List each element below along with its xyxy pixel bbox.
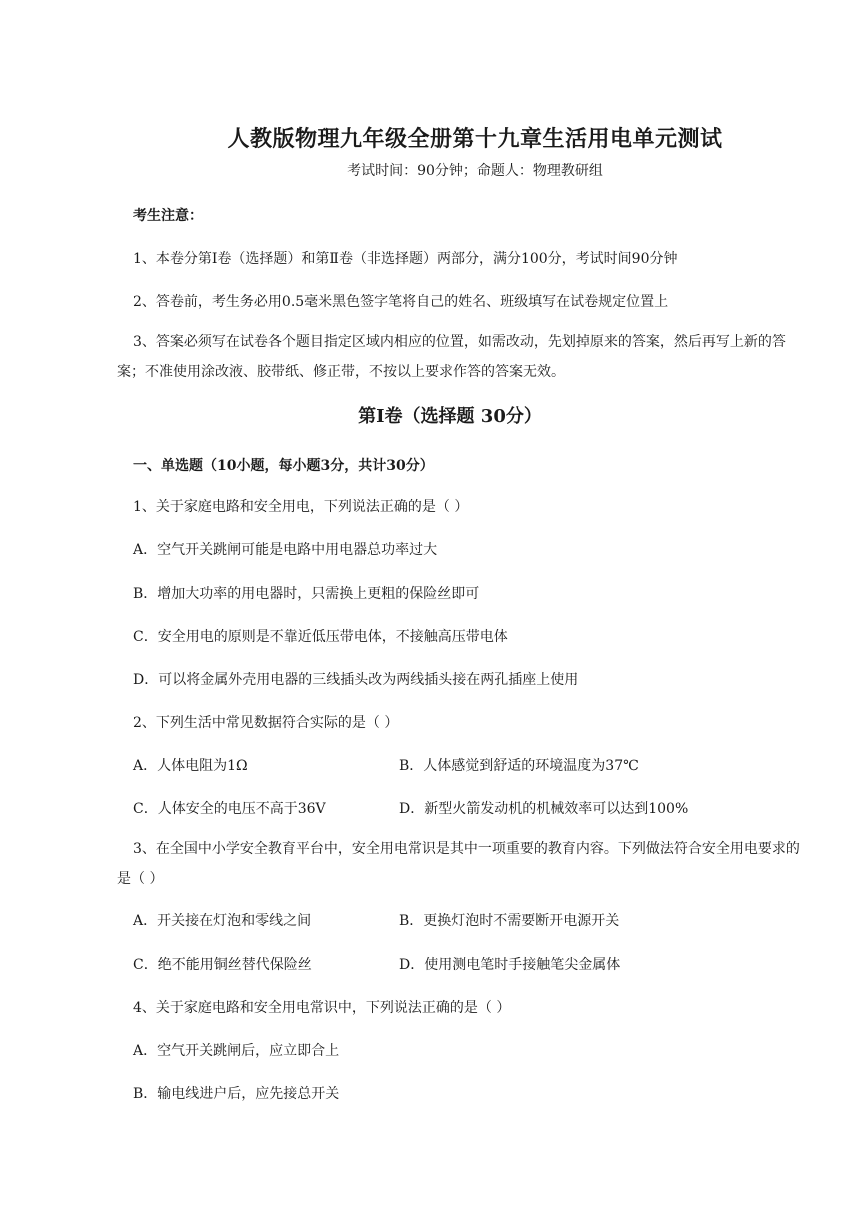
question-2-option-c: C．人体安全的电压不高于36V xyxy=(133,801,326,817)
notice-item-3: 3、答案必须写在试卷各个题目指定区域内相应的位置，如需改动，先划掉原来的答案，然后再写上新的答案；不准使用涂改液、胶带纸、修正带，不按以上要求作答的答案无效。 xyxy=(117,334,786,380)
question-1-option-d: D．可以将金属外壳用电器的三线插头改为两线插头接在两孔插座上使用 xyxy=(133,672,579,688)
page-title: 人教版物理九年级全册第十九章生活用电单元测试 xyxy=(227,126,723,152)
question-4-option-b: B．输电线进户后，应先接总开关 xyxy=(133,1086,340,1102)
question-1-option-a: A．空气开关跳闸可能是电路中用电器总功率过大 xyxy=(133,542,438,558)
notice-heading: 考生注意： xyxy=(133,208,203,224)
part-heading: 一、单选题（10小题，每小题3分，共计30分） xyxy=(133,458,434,474)
notice-item-2: 2、答卷前，考生务必用0.5毫米黑色签字笔将自己的姓名、班级填写在试卷规定位置上 xyxy=(133,294,669,310)
question-2-stem: 2、下列生活中常见数据符合实际的是（ ） xyxy=(133,715,399,731)
notice-item-1: 1、本卷分第Ⅰ卷（选择题）和第Ⅱ卷（非选择题）两部分，满分100分，考试时间90分钟 xyxy=(133,251,678,267)
question-1-option-b: B．增加大功率的用电器时，只需换上更粗的保险丝即可 xyxy=(133,586,480,602)
question-1-stem: 1、关于家庭电路和安全用电，下列说法正确的是（ ） xyxy=(133,499,469,515)
question-1-option-c: C．安全用电的原则是不靠近低压带电体，不接触高压带电体 xyxy=(133,629,508,645)
exam-info: 考试时间：90分钟；命题人：物理教研组 xyxy=(347,163,603,179)
question-4-option-a: A．空气开关跳闸后，应立即合上 xyxy=(133,1043,340,1059)
question-2-option-d: D．新型火箭发动机的机械效率可以达到100% xyxy=(399,801,689,817)
question-2-option-a: A．人体电阻为1Ω xyxy=(133,758,248,774)
question-3-option-a: A．开关接在灯泡和零线之间 xyxy=(133,913,312,929)
question-3-stem: 3、在全国中小学安全教育平台中，安全用电常识是其中一项重要的教育内容。下列做法符合安全用电要求的是（ ） xyxy=(117,841,800,887)
question-3-option-c: C．绝不能用铜丝替代保险丝 xyxy=(133,957,312,973)
section-title: 第Ⅰ卷（选择题 30分） xyxy=(358,406,542,427)
question-4-stem: 4、关于家庭电路和安全用电常识中，下列说法正确的是（ ） xyxy=(133,1000,511,1016)
question-3-option-b: B．更换灯泡时不需要断开电源开关 xyxy=(399,913,620,929)
question-3-option-d: D．使用测电笔时手接触笔尖金属体 xyxy=(399,957,621,973)
question-2-option-b: B．人体感觉到舒适的环境温度为37℃ xyxy=(399,758,639,774)
